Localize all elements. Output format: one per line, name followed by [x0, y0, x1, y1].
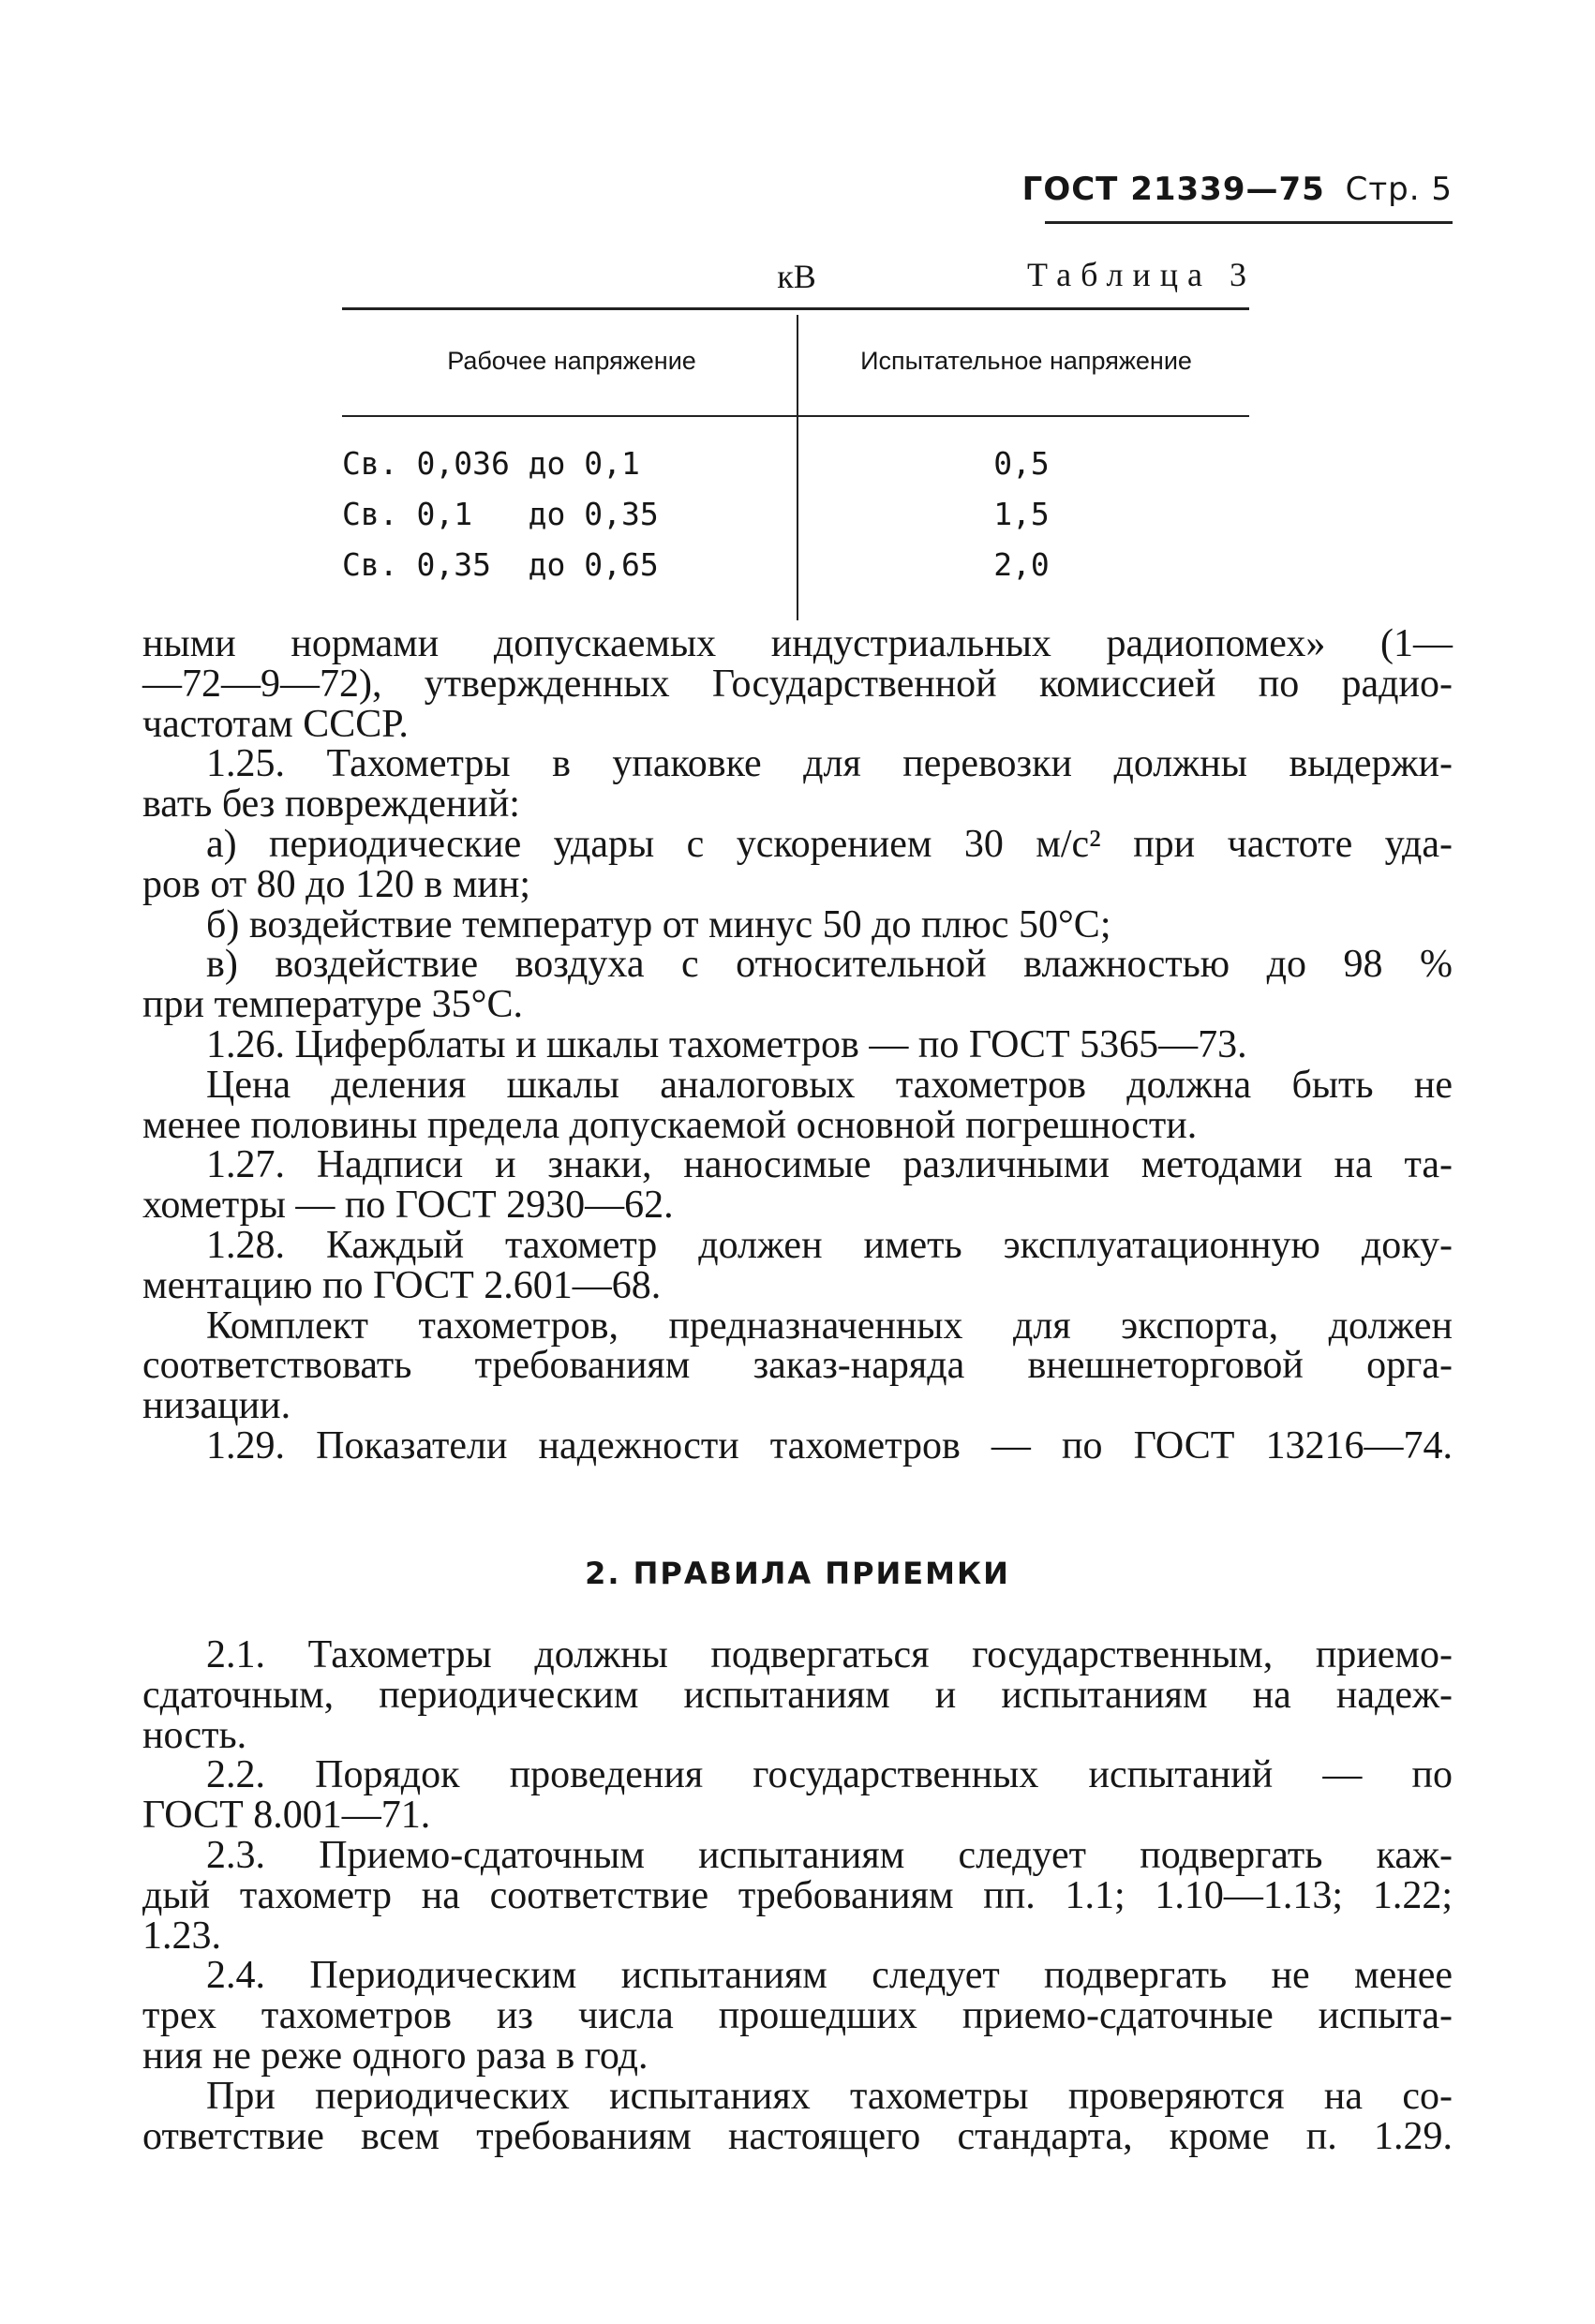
text-line: сдаточным, периодическим испытаниям и испытаниям на надеж- [142, 1673, 1453, 1717]
column-header-working-voltage: Рабочее напряжение [447, 347, 696, 375]
text-line: б) воздействие температур от минус 50 до плюс 50°С; [206, 902, 1111, 946]
text-line: трех тахометров из числа прошедших приемо-сдаточные испыта- [142, 1994, 1453, 2038]
table-caption: Таблица 3 [1027, 256, 1256, 293]
text-line: ГОСТ 8.001—71. [142, 1794, 431, 1838]
text-line: дый тахометр на соответствие требованиям пп. 1.1; 1.10—1.13; 1.22; [142, 1873, 1453, 1917]
text-line: низации. [142, 1384, 291, 1428]
text-line: 1.23. [142, 1914, 221, 1958]
table-cell-working: Св. 0,1 до 0,35 [342, 496, 659, 532]
table-cell-working: Св. 0,036 до 0,1 [342, 445, 640, 482]
text-line: 1.28. Каждый тахометр должен иметь эксплуатационную доку- [206, 1223, 1453, 1267]
text-line: ментацию по ГОСТ 2.601—68. [142, 1263, 662, 1307]
text-line: 1.26. Циферблаты и шкалы тахометров — по ГОСТ 5365—73. [206, 1022, 1247, 1066]
running-header [1003, 171, 1453, 223]
body-text-section-2 [142, 1635, 1453, 2156]
text-line: хометры — по ГОСТ 2930—62. [142, 1184, 674, 1228]
text-line: 2.1. Тахометры должны подвергаться государственным, приемо- [206, 1633, 1453, 1676]
table-cell-test: 2,0 [993, 546, 1050, 583]
text-line: соответствовать требованиям заказ-наряда внешнеторговой орга- [142, 1344, 1453, 1388]
text-line: 1.25. Тахометры в упаковке для перевозки должны выдержи- [206, 742, 1453, 786]
table-cell-test: 1,5 [993, 496, 1050, 532]
text-line: ность. [142, 1713, 247, 1757]
text-line: 2.2. Порядок проведения государственных испытаний — по [206, 1753, 1453, 1797]
text-line: —72—9—72), утвержденных Государственной комиссией по радио- [142, 662, 1453, 706]
text-line: Цена деления шкалы аналоговых тахометров должна быть не [206, 1063, 1453, 1107]
text-line: ров от 80 до 120 в мин; [142, 862, 531, 906]
document-number: ГОСТ 21339—75 [1021, 171, 1325, 208]
text-line: в) воздействие воздуха с относительной влажностью до 98 % [206, 943, 1453, 987]
text-line: менее половины предела допускаемой основной погрешности. [142, 1103, 1198, 1147]
text-line: ответствие всем требованиям настоящего стандарта, кроме п. 1.29. [142, 2114, 1453, 2158]
text-line: 1.27. Надписи и знаки, наносимые различными методами на та- [206, 1143, 1453, 1187]
header-rule [1045, 221, 1453, 224]
text-line: При периодических испытаниях тахометры проверяются на со- [206, 2074, 1453, 2118]
text-line: 2.4. Периодическим испытаниям следует подвергать не менее [206, 1954, 1453, 1998]
text-line: а) периодические удары с ускорением 30 м/с² при частоте уда- [206, 822, 1453, 866]
table-cell-test: 0,5 [993, 445, 1050, 482]
text-line: при температуре 35°С. [142, 983, 523, 1027]
text-line: частотам СССР. [142, 702, 409, 746]
table-top-rule [342, 307, 1249, 310]
table-cell-working: Св. 0,35 до 0,65 [342, 546, 659, 583]
page-number: Стр. 5 [1345, 171, 1453, 208]
column-header-test-voltage: Испытательное напряжение [860, 347, 1192, 375]
table-column-divider [797, 315, 798, 620]
text-line: ния не реже одного раза в год. [142, 2034, 648, 2078]
table-header-rule [342, 415, 1249, 417]
text-line: Комплект тахометров, предназначенных для экспорта, должен [206, 1304, 1453, 1348]
text-line: 1.29. Показатели надежности тахометров — по ГОСТ 13216—74. [206, 1423, 1453, 1467]
body-text-section-1 [142, 624, 1453, 1467]
table-unit: кВ [777, 258, 816, 295]
text-line: 2.3. Приемо-сдаточным испытаниям следует подвергать каж- [206, 1833, 1453, 1877]
section-title: 2. ПРАВИЛА ПРИЕМКИ [585, 1556, 1010, 1591]
text-line: ными нормами допускаемых индустриальных радиопомех» (1— [142, 622, 1453, 665]
text-line: вать без повреждений: [142, 782, 520, 827]
